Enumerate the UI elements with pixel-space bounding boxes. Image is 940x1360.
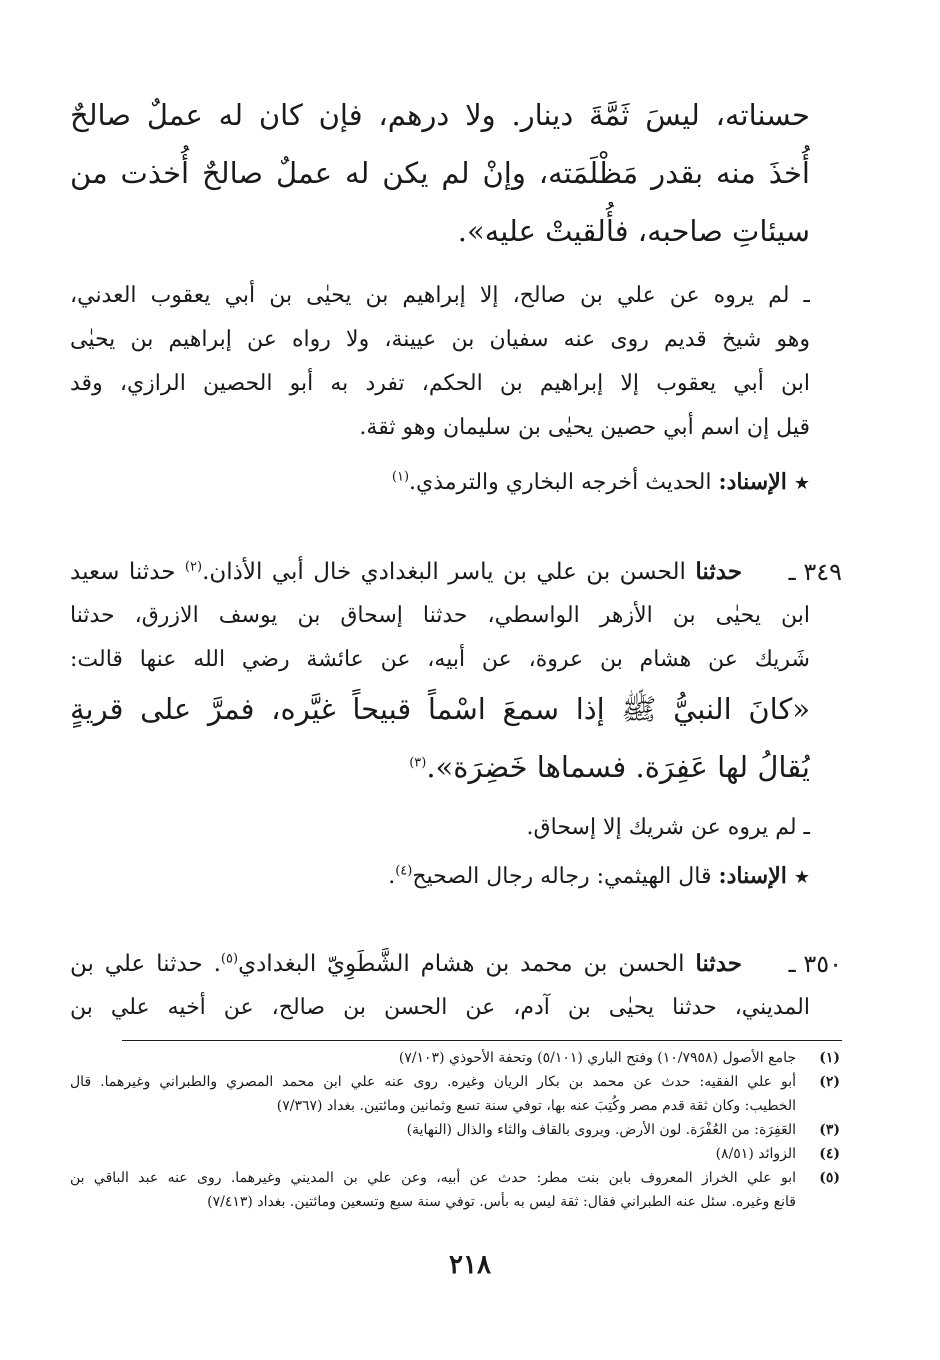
matn-line-2-text: يُقالُ لها عَفِرَة. فسماها خَضِرَة».: [426, 750, 810, 784]
hadith-number-350: ٣٥٠ ـ: [788, 950, 842, 978]
footnote-line: الخطيب: وكان ثقة قدم مصر وكُتِبَ عنه بها، توفي سنة تسع وثمانين ومائتين. بغداد (٧/٣٦٧): [276, 1098, 796, 1114]
note-line-4: قيل إن اسم أبي حصين يحيٰى بن سليمان وهو ثقة.: [359, 415, 810, 440]
footnote-text: [70, 1142, 796, 1166]
hadith-350-chain-rest: [70, 986, 810, 1030]
footnote-number: (٣): [819, 1122, 840, 1138]
footnote-2: [70, 1070, 840, 1118]
hadith-349-chain-rest: [70, 594, 810, 682]
isnad-period: .: [388, 864, 396, 889]
isnad-label: الإسناد:: [718, 863, 787, 889]
hadith-349-line-1: [70, 550, 742, 594]
footnote-ref: (٢): [184, 559, 203, 575]
continuation-note: [70, 274, 810, 450]
note-text: ـ لم يروه عن شريك إلا إسحاق.: [526, 815, 810, 840]
footnote-text: [70, 1070, 796, 1118]
hadith-number-349: ٣٤٩ ـ: [788, 558, 842, 586]
footnote-line: جامع الأصول (١٠/٧٩٥٨) وفتح الباري (٥/١٠١) وتحفة الأحوذي (٧/١٠٣): [398, 1050, 796, 1066]
hadith-350-line-2: المديني، حدثنا يحيٰى بن آدم، عن الحسن بن صالح، عن أخيه علي بن: [70, 995, 810, 1020]
hadith-350-line-1: [70, 942, 742, 986]
footnote-divider: [122, 1040, 842, 1041]
isnad-text: الحديث أخرجه البخاري والترمذي.: [409, 470, 712, 495]
continuation-isnad: [70, 460, 810, 506]
hadith-349-line-3: شَريك عن هشام بن عروة، عن أبيه، عن عائشة رضي الله عنها قالت:: [70, 647, 810, 672]
note-line-3: ابن أبي يعقوب إلا إبراهيم بن الحكم، تفرد به أبو الحصين الرازي، وقد: [70, 371, 810, 396]
hadith-350-narrator: الحسن بن محمد بن هشام الشَّطَوِيّ البغدادي: [238, 951, 685, 977]
footnote-ref: (١): [391, 469, 410, 485]
continuation-line-2: أُخذَ منه بقدر مَظْلَمَته، وإنْ لم يكن له عملٌ صالحٌ أُخذت من: [70, 156, 810, 190]
footnote-line: قانع وغيره. سئل عنه الطبراني فقال: ثقة ليس به بأس. توفي سنة سبع وتسعين ومائتين. بغداد (٧/٤١٣): [207, 1194, 796, 1210]
isnad-label: الإسناد:: [718, 469, 787, 495]
footnote-line: العَفِرَة: من العُفْرَة. لون الأرض. ويروى بالقاف والثاء والذال (النهاية): [406, 1122, 796, 1138]
footnote-5: [70, 1166, 840, 1214]
hadith-350-lead: حدثنا: [695, 950, 742, 977]
continuation-line-1: حسناته، ليسَ ثَمَّةَ دينار. ولا درهم، فإن كان له عملٌ صالحٌ: [70, 98, 810, 132]
footnote-line: ابو علي الخراز المعروف بابن بنت مطر: حدث عن أبيه، وعن علي بن المديني وغيرهما. روى عنه عبد الباقي بن: [70, 1170, 796, 1186]
footnote-4: [70, 1142, 840, 1166]
footnote-number: (٢): [819, 1074, 840, 1090]
footnote-number: (٥): [819, 1170, 840, 1186]
hadith-continuation: [70, 86, 810, 260]
footnote-line: أبو علي الفقيه: حدث عن محمد بن بكار الريان وغيره. روى عنه علي ابن محمد المصري والطبراني وغيرهما. قال: [70, 1074, 796, 1090]
hadith-349-matn: [70, 680, 810, 796]
footnote-text: [70, 1166, 796, 1214]
note-line-2: وهو شيخ قديم روى عنه سفيان بن عيينة، ولا رواه عن إبراهيم بن يحيٰى: [70, 327, 810, 352]
footnote-ref: (٣): [409, 755, 427, 771]
hadith-349-narrator: الحسن بن علي بن ياسر البغدادي خال أبي الأذان.: [202, 559, 686, 585]
footnote-3: [70, 1118, 840, 1142]
continuation-line-3: سيئاتِ صاحبه، فأُلقيتْ عليه».: [457, 214, 810, 248]
footnote-1: [70, 1046, 840, 1070]
footnote-text: [70, 1118, 796, 1142]
hadith-349-chain: [70, 550, 742, 594]
matn-line-2: [70, 738, 810, 796]
hadith-349-tail: حدثنا سعيد: [70, 559, 176, 585]
page-number: ٢١٨: [449, 1250, 491, 1280]
footnote-line: الزوائد (٨/٥١): [715, 1146, 796, 1162]
star-icon: ★: [793, 867, 810, 888]
hadith-350-chain: [70, 942, 742, 986]
footnote-ref: (٤): [395, 863, 413, 879]
footnotes: [70, 1046, 840, 1214]
matn-line-1: «كانَ النبيُّ ﷺ إذا سمعَ اسْماً قبيحاً غيَّره، فمرَّ على قريةٍ: [70, 692, 810, 726]
hadith-349-line-2: ابن يحيٰى بن الأزهر الواسطي، حدثنا إسحاق بن يوسف الازرق، حدثنا: [70, 603, 810, 628]
hadith-350-tail: . حدثنا علي بن: [70, 951, 221, 977]
hadith-349-note: [70, 806, 810, 850]
star-icon: ★: [793, 473, 810, 494]
footnote-number: (٤): [819, 1146, 840, 1162]
note-line-1: ـ لم يروه عن علي بن صالح، إلا إبراهيم بن يحيٰى بن أبي يعقوب العدني،: [70, 283, 810, 308]
footnote-number: (١): [819, 1050, 840, 1066]
isnad-text: قال الهيثمي: رجاله رجال الصحيح: [412, 864, 712, 889]
hadith-349-isnad: [70, 854, 810, 900]
hadith-349-lead: حدثنا: [695, 558, 742, 585]
footnote-text: [70, 1046, 796, 1070]
footnote-ref: (٥): [220, 951, 239, 967]
